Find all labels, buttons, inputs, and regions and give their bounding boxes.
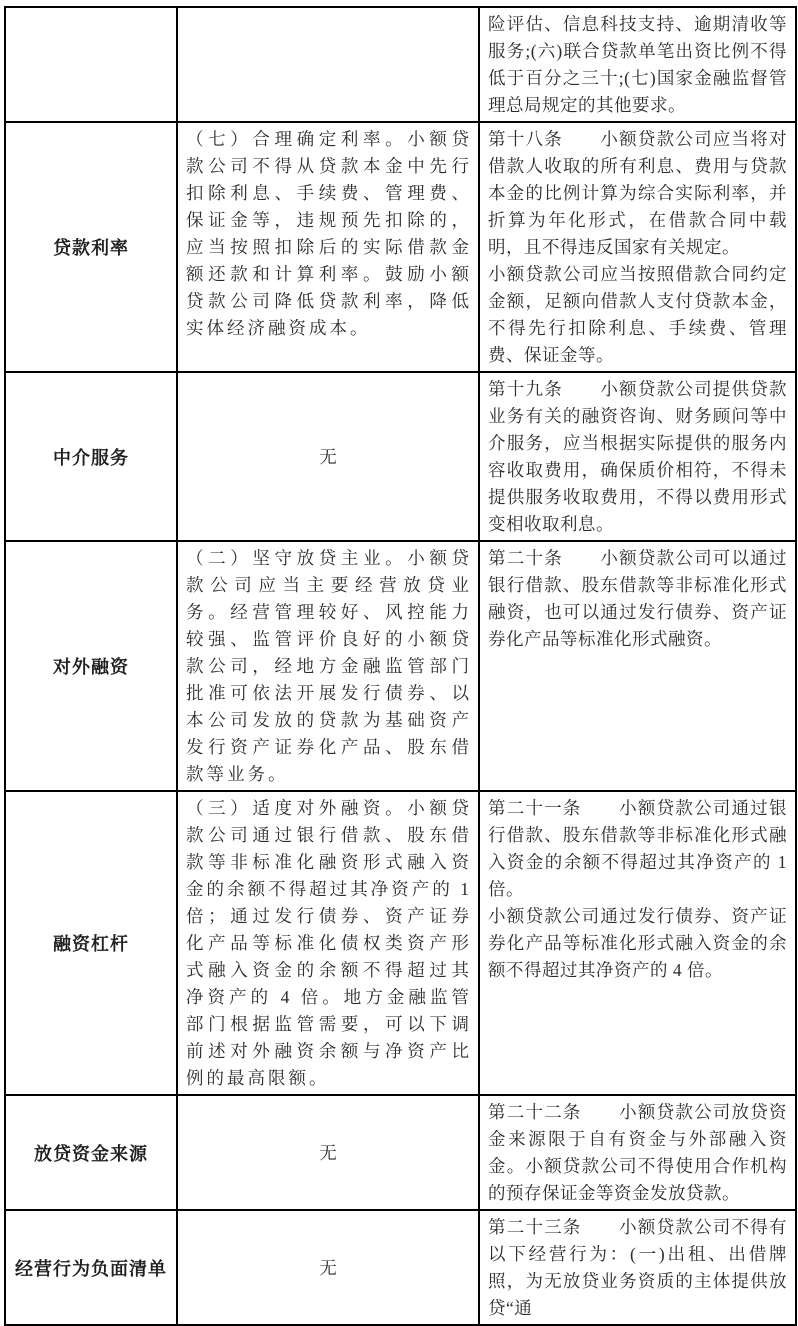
provision-paragraph: 第二十三条 小额贷款公司不得有以下经营行为：(一)出租、出借牌照，为无放贷业务资质的主体提供放贷“通 (488, 1217, 787, 1318)
new-provision-cell (479, 7, 796, 122)
provision-paragraph: （三）适度对外融资。小额贷款公司通过银行借款、股东借款等非标准化融资形式融入资金的余额不得超过其净资产的 1 倍；通过发行债券、资产证券化产品等标准化债权类资产形式融入资金的余额不得超过其净资产的 4 倍。地方金融监管部门根据监管需要，可以下调前述对外融资余额与净资产比例的最高限额。 (186, 798, 472, 1088)
row-label-cell: 融资杠杆 (5, 791, 177, 1095)
old-provision-cell (177, 7, 479, 122)
provision-paragraph: 险评估、信息科技支持、逾期清收等服务;(六)联合贷款单笔出资比例不得低于百分之三十;(七)国家金融监督管理总局规定的其他要求。 (488, 14, 787, 115)
provision-paragraph: 第二十一条 小额贷款公司通过银行借款、股东借款等非标准化形式融入资金的余额不得超过其净资产的 1 倍。 (488, 798, 787, 899)
old-provision-cell: 无 (177, 1210, 479, 1325)
provision-paragraph: 小额贷款公司应当按照借款合同约定金额，足额向借款人支付贷款本金，不得先行扣除利息、手续费、管理费、保证金等。 (488, 264, 787, 365)
row-label-cell (5, 7, 177, 122)
table-row-lending-fund-source (5, 1095, 796, 1210)
provision-paragraph: （二）坚守放贷主业。小额贷款公司应当主要经营放贷业务。经营管理较好、风控能力较强、监管评价良好的小额贷款公司，经地方金融监管部门批准可依法开展发行债券、以本公司发放的贷款为基础资产发行资产证券化产品、股东借款等业务。 (186, 548, 472, 784)
old-provision-cell (177, 791, 479, 1095)
row-label-cell: 对外融资 (5, 541, 177, 791)
table-row-negative-list (5, 1210, 796, 1325)
row-label-cell: 中介服务 (5, 372, 177, 541)
regulation-comparison-table (4, 6, 797, 1326)
row-label-cell: 经营行为负面清单 (5, 1210, 177, 1325)
table-row-continued (5, 7, 796, 122)
provision-paragraph: （七）合理确定利率。小额贷款公司不得从贷款本金中先行扣除利息、手续费、管理费、保证金等，违规预先扣除的，应当按照扣除后的实际借款金额还款和计算利率。鼓励小额贷款公司降低贷款利率，降低实体经济融资成本。 (186, 129, 472, 338)
new-provision-cell (479, 1095, 796, 1210)
old-provision-cell: 无 (177, 1095, 479, 1210)
provision-paragraph: 第十八条 小额贷款公司应当将对借款人收取的所有利息、费用与贷款本金的比例计算为综合实际利率，并折算为年化形式，在借款合同中载明，且不得违反国家有关规定。 (488, 129, 787, 257)
table-row-intermediary-service (5, 372, 796, 541)
old-provision-cell: 无 (177, 372, 479, 541)
row-label-cell: 放贷资金来源 (5, 1095, 177, 1210)
new-provision-cell (479, 1210, 796, 1325)
table-row-financing-leverage (5, 791, 796, 1095)
old-provision-cell (177, 541, 479, 791)
new-provision-cell (479, 372, 796, 541)
provision-paragraph: 小额贷款公司通过发行债券、资产证券化产品等标准化形式融入资金的余额不得超过其净资产的 4 倍。 (488, 906, 787, 980)
provision-paragraph: 第十九条 小额贷款公司提供贷款业务有关的融资咨询、财务顾问等中介服务，应当根据实际提供的服务内容收取费用，确保质价相符，不得未提供服务收取费用，不得以费用形式变相收取利息。 (488, 379, 787, 534)
new-provision-cell (479, 541, 796, 791)
old-provision-cell (177, 122, 479, 372)
provision-paragraph: 第二十条 小额贷款公司可以通过银行借款、股东借款等非标准化形式融资，也可以通过发行债券、资产证券化产品等标准化形式融资。 (488, 548, 787, 649)
table-row-loan-rate (5, 122, 796, 372)
new-provision-cell (479, 122, 796, 372)
provision-paragraph: 第二十二条 小额贷款公司放贷资金来源限于自有资金与外部融入资金。小额贷款公司不得使用合作机构的预存保证金等资金发放贷款。 (488, 1102, 787, 1203)
new-provision-cell (479, 791, 796, 1095)
table-row-external-financing (5, 541, 796, 791)
row-label-cell: 贷款利率 (5, 122, 177, 372)
